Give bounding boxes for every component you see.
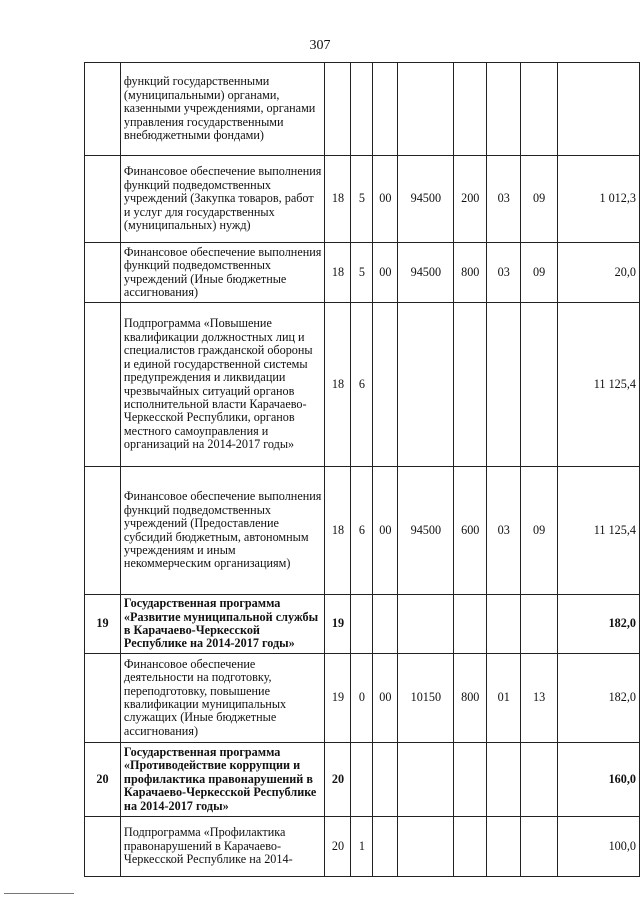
item-name-cell: Финансовое обеспечение выполнения функций подведомственных учреждений (Закупка товаров, работ и услуг для государственных (муниципальных) нужд) bbox=[120, 156, 325, 243]
table-row bbox=[85, 743, 640, 817]
row-number-cell: 20 bbox=[85, 743, 121, 817]
table-row bbox=[85, 817, 640, 877]
code-cell-c5 bbox=[454, 595, 487, 654]
code-cell-c1: 19 bbox=[325, 595, 351, 654]
code-cell-c7: 09 bbox=[521, 156, 558, 243]
table-row bbox=[85, 654, 640, 743]
amount-cell bbox=[558, 63, 640, 156]
code-cell-c2 bbox=[351, 595, 373, 654]
code-cell-c4: 94500 bbox=[398, 156, 454, 243]
code-cell-c4 bbox=[398, 303, 454, 467]
page-number: 307 bbox=[309, 38, 331, 53]
code-cell-c2: 5 bbox=[351, 243, 373, 303]
code-cell-c4 bbox=[398, 817, 454, 877]
code-cell-c6: 03 bbox=[487, 467, 521, 595]
code-cell-c6 bbox=[487, 63, 521, 156]
code-cell-c3: 00 bbox=[373, 156, 398, 243]
code-cell-c5: 800 bbox=[454, 654, 487, 743]
table-row bbox=[85, 243, 640, 303]
code-cell-c6 bbox=[487, 595, 521, 654]
code-cell-c7 bbox=[521, 817, 558, 877]
amount-cell: 20,0 bbox=[558, 243, 640, 303]
code-cell-c2: 1 bbox=[351, 817, 373, 877]
amount-cell: 11 125,4 bbox=[558, 467, 640, 595]
item-name-cell: Подпрограмма «Профилактика правонарушений в Карачаево-Черкесской Республике на 2014- bbox=[120, 817, 325, 877]
item-name-cell: Финансовое обеспечение выполнения функций подведомственных учреждений (Предоставление субсидий бюджетным, автономным учреждениям и иным некоммерческим организациям) bbox=[120, 467, 325, 595]
code-cell-c3 bbox=[373, 743, 398, 817]
code-cell-c1: 18 bbox=[325, 156, 351, 243]
code-cell-c3: 00 bbox=[373, 243, 398, 303]
code-cell-c6 bbox=[487, 303, 521, 467]
item-name-cell: Государственная программа «Противодействие коррупции и профилактика правонарушений в Карачаево-Черкесской Республике на 2014-2017 годы» bbox=[120, 743, 325, 817]
table-row bbox=[85, 303, 640, 467]
code-cell-c1: 18 bbox=[325, 467, 351, 595]
code-cell-c5 bbox=[454, 303, 487, 467]
code-cell-c5 bbox=[454, 743, 487, 817]
code-cell-c7: 09 bbox=[521, 467, 558, 595]
code-cell-c2: 0 bbox=[351, 654, 373, 743]
code-cell-c5: 600 bbox=[454, 467, 487, 595]
amount-cell: 100,0 bbox=[558, 817, 640, 877]
code-cell-c3 bbox=[373, 63, 398, 156]
code-cell-c2: 6 bbox=[351, 467, 373, 595]
row-number-cell: 19 bbox=[85, 595, 121, 654]
item-name-cell: Государственная программа «Развитие муниципальной службы в Карачаево-Черкесской Республике на 2014-2017 годы» bbox=[120, 595, 325, 654]
code-cell-c6 bbox=[487, 817, 521, 877]
code-cell-c3 bbox=[373, 817, 398, 877]
row-number-cell bbox=[85, 654, 121, 743]
code-cell-c4 bbox=[398, 743, 454, 817]
footer-rule bbox=[4, 893, 74, 894]
table-row bbox=[85, 156, 640, 243]
row-number-cell bbox=[85, 303, 121, 467]
code-cell-c5: 800 bbox=[454, 243, 487, 303]
code-cell-c3 bbox=[373, 595, 398, 654]
table-row bbox=[85, 467, 640, 595]
amount-cell: 11 125,4 bbox=[558, 303, 640, 467]
code-cell-c6 bbox=[487, 743, 521, 817]
code-cell-c7: 09 bbox=[521, 243, 558, 303]
item-name-cell: Финансовое обеспечение деятельности на подготовку, переподготовку, повышение квалификации муниципальных служащих (Иные бюджетные ассигнования) bbox=[120, 654, 325, 743]
code-cell-c7 bbox=[521, 63, 558, 156]
code-cell-c6: 03 bbox=[487, 243, 521, 303]
code-cell-c2 bbox=[351, 63, 373, 156]
code-cell-c5 bbox=[454, 817, 487, 877]
code-cell-c2: 5 bbox=[351, 156, 373, 243]
amount-cell: 182,0 bbox=[558, 654, 640, 743]
code-cell-c7 bbox=[521, 303, 558, 467]
code-cell-c1: 19 bbox=[325, 654, 351, 743]
amount-cell: 1 012,3 bbox=[558, 156, 640, 243]
code-cell-c5 bbox=[454, 63, 487, 156]
code-cell-c7 bbox=[521, 743, 558, 817]
code-cell-c4: 94500 bbox=[398, 243, 454, 303]
amount-cell: 160,0 bbox=[558, 743, 640, 817]
code-cell-c4 bbox=[398, 595, 454, 654]
code-cell-c2: 6 bbox=[351, 303, 373, 467]
code-cell-c7: 13 bbox=[521, 654, 558, 743]
table-body bbox=[85, 63, 640, 877]
table-row bbox=[85, 63, 640, 156]
code-cell-c1: 20 bbox=[325, 743, 351, 817]
item-name-cell: Подпрограмма «Повышение квалификации должностных лиц и специалистов гражданской обороны и единой государственной системы предупреждения и ликвидации чрезвычайных ситуаций органов исполнительной власти Карачаево-Черкесской Республики, органов местного самоуправления и организаций на 2014-2017 годы» bbox=[120, 303, 325, 467]
code-cell-c3: 00 bbox=[373, 467, 398, 595]
code-cell-c6: 03 bbox=[487, 156, 521, 243]
code-cell-c1: 18 bbox=[325, 303, 351, 467]
row-number-cell bbox=[85, 467, 121, 595]
code-cell-c2 bbox=[351, 743, 373, 817]
table-row bbox=[85, 595, 640, 654]
code-cell-c7 bbox=[521, 595, 558, 654]
code-cell-c1: 20 bbox=[325, 817, 351, 877]
code-cell-c3: 00 bbox=[373, 654, 398, 743]
row-number-cell bbox=[85, 243, 121, 303]
amount-cell: 182,0 bbox=[558, 595, 640, 654]
item-name-cell: функций государственными (муниципальными) органами, казенными учреждениями, органами управления государственными внебюджетными фондами) bbox=[120, 63, 325, 156]
code-cell-c1 bbox=[325, 63, 351, 156]
code-cell-c5: 200 bbox=[454, 156, 487, 243]
row-number-cell bbox=[85, 63, 121, 156]
row-number-cell bbox=[85, 817, 121, 877]
budget-table bbox=[84, 62, 640, 877]
code-cell-c4: 94500 bbox=[398, 467, 454, 595]
code-cell-c3 bbox=[373, 303, 398, 467]
row-number-cell bbox=[85, 156, 121, 243]
item-name-cell: Финансовое обеспечение выполнения функций подведомственных учреждений (Иные бюджетные ассигнования) bbox=[120, 243, 325, 303]
code-cell-c6: 01 bbox=[487, 654, 521, 743]
code-cell-c4 bbox=[398, 63, 454, 156]
code-cell-c4: 10150 bbox=[398, 654, 454, 743]
code-cell-c1: 18 bbox=[325, 243, 351, 303]
